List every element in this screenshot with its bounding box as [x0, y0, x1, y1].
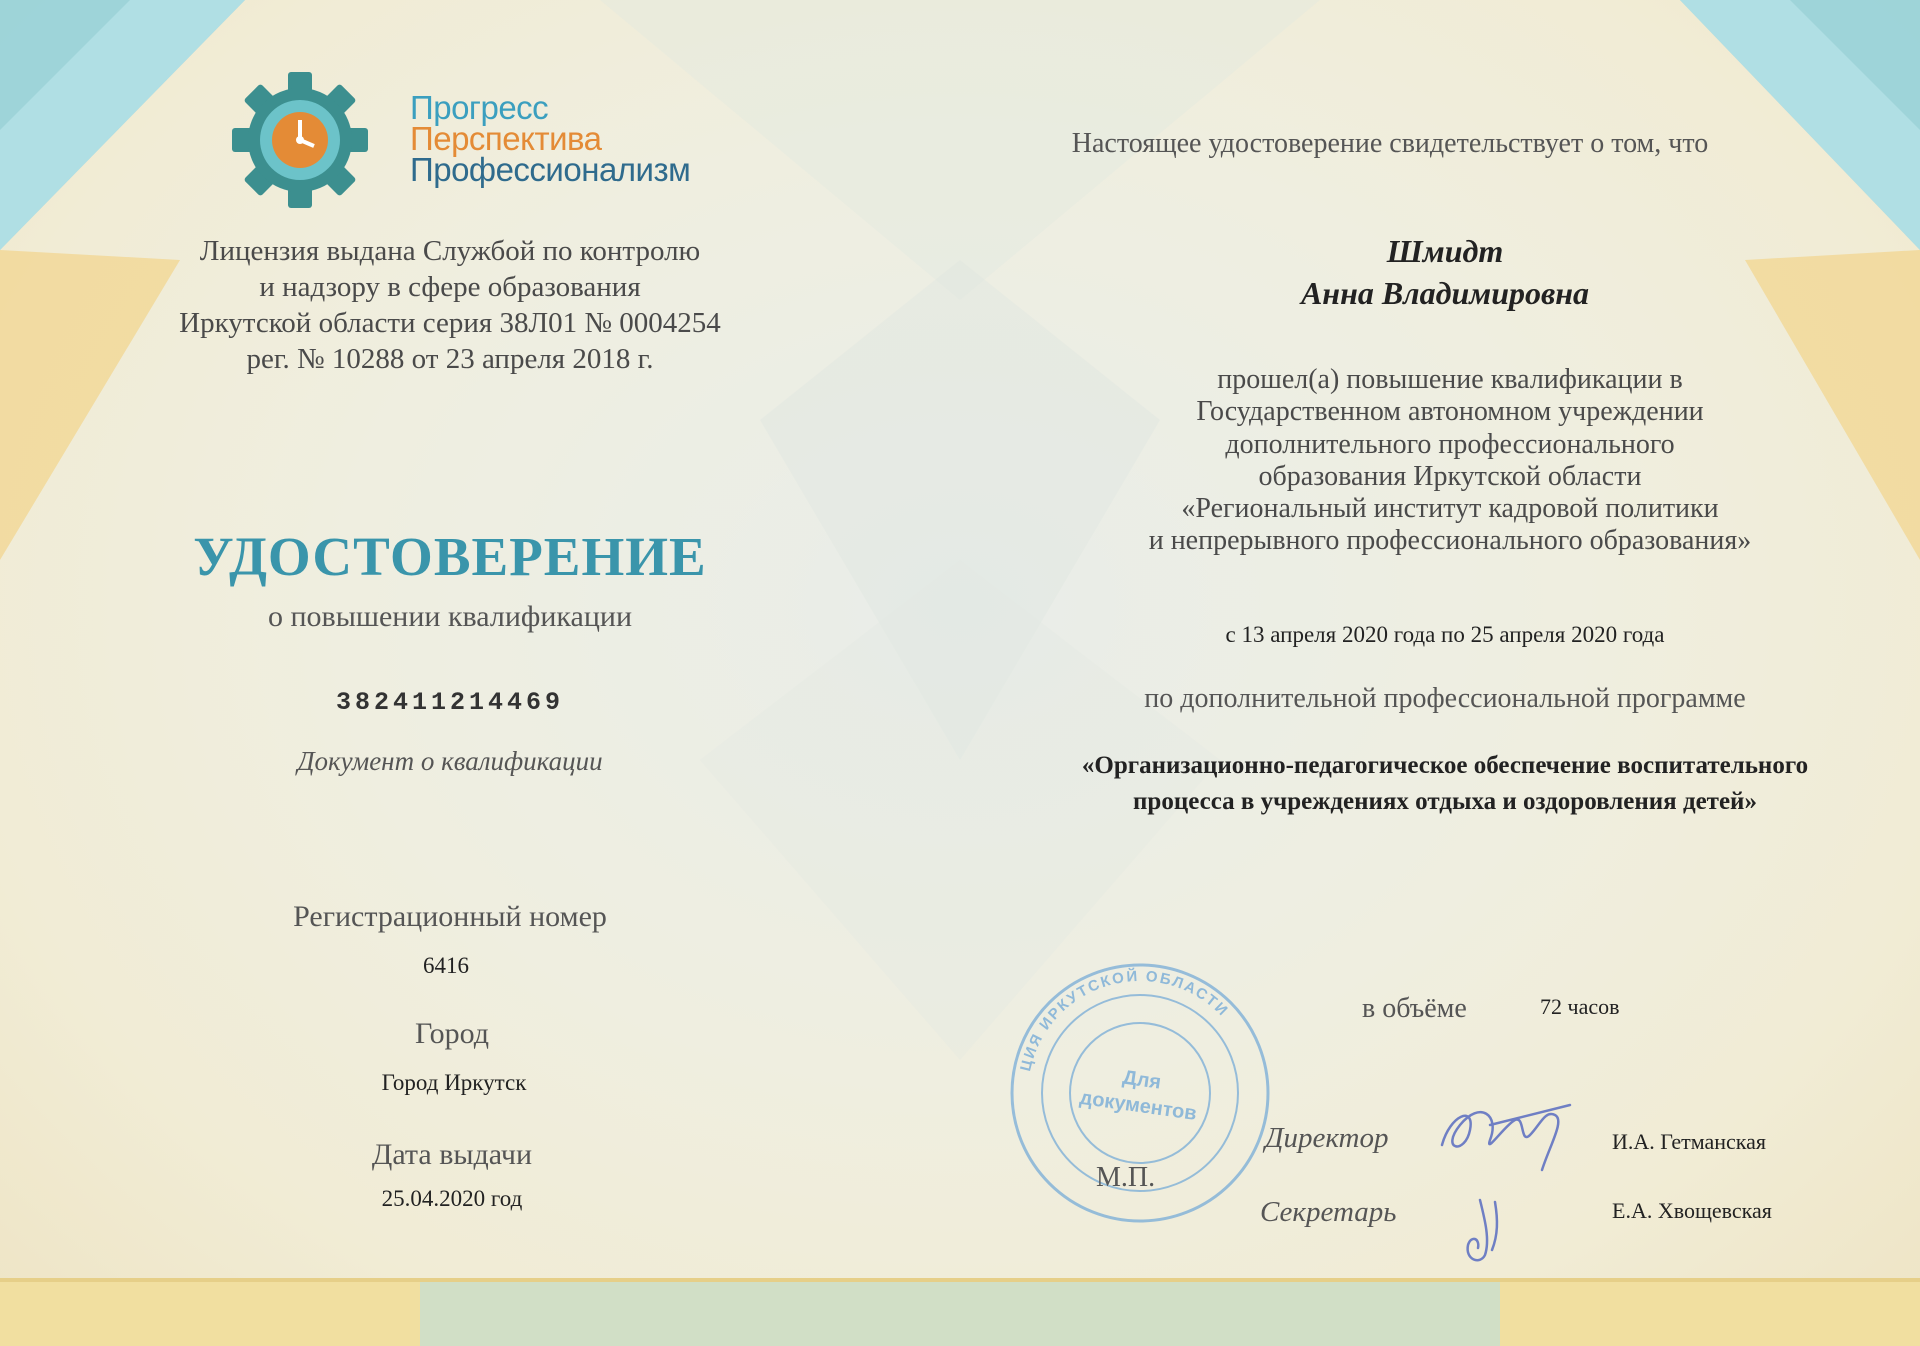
program-label: по дополнительной профессиональной программе — [1144, 683, 1746, 714]
document-type: Документ о квалификации — [297, 746, 603, 776]
stamp-outer-text: ЦИЯ ИРКУТСКОЙ ОБЛАСТИ — [1017, 967, 1232, 1073]
institution-line: «Региональный институт кадровой политики — [1181, 493, 1719, 525]
volume-value: 72 часов — [1540, 994, 1620, 1019]
director-role: Директор — [1265, 1122, 1389, 1154]
training-dates: с 13 апреля 2020 года по 25 апреля 2020 года — [1225, 622, 1665, 647]
logo-line-1: Прогресс — [410, 89, 549, 126]
institution-line: образования Иркутской области — [1258, 460, 1642, 492]
secretary-name: Е.А. Хвощевская — [1612, 1198, 1772, 1223]
stamp-inner-line-2: документов — [1078, 1086, 1199, 1125]
city-label: Город — [414, 1017, 490, 1050]
city-value: Город Иркутск — [381, 1070, 527, 1095]
director-name: И.А. Гетманская — [1612, 1129, 1767, 1154]
registration-value: 6416 — [423, 953, 469, 978]
program-line: «Организационно-педагогическое обеспечение воспитательного — [1081, 752, 1809, 779]
logo-line-3: Профессионализм — [410, 151, 691, 188]
intro-text: Настоящее удостоверение свидетельствует о том, что — [1071, 128, 1709, 159]
secretary-role: Секретарь — [1260, 1196, 1397, 1228]
recipient-name — [1045, 230, 1845, 314]
recipient-surname: Шмидт — [1386, 233, 1504, 269]
license-line: Лицензия выдана Службой по контролю — [199, 235, 701, 267]
institution-line: и непрерывного профессионального образования» — [1148, 525, 1752, 557]
gear-clock-logo-icon — [230, 70, 370, 210]
license-line: рег. № 10288 от 23 апреля 2018 г. — [246, 343, 654, 375]
issue-date-value: 25.04.2020 год — [381, 1186, 523, 1211]
license-line: Иркутской области серия 38Л01 № 0004254 — [179, 307, 721, 339]
logo-line-2: Перспектива — [410, 120, 602, 157]
certificate-title: УДОСТОВЕРЕНИЕ — [193, 526, 707, 587]
institution-text — [980, 364, 1920, 558]
program-title — [955, 748, 1920, 820]
secretary-signature-icon — [1440, 1190, 1520, 1270]
volume-label: в объёме — [1362, 993, 1467, 1024]
registration-label: Регистрационный номер — [293, 900, 607, 933]
director-signature-icon — [1430, 1085, 1580, 1180]
institution-line: Государственном автономном учреждении — [1196, 396, 1704, 428]
logo-wordmark — [410, 89, 710, 188]
certificate-subtitle: о повышении квалификации — [268, 600, 632, 633]
certificate-number: 382411214469 — [335, 688, 565, 717]
institution-line: прошел(а) повышение квалификации в — [1217, 364, 1683, 395]
license-text — [120, 233, 780, 377]
institution-line: дополнительного профессионального — [1225, 428, 1675, 460]
program-line: процесса в учреждениях отдыха и оздоровления детей» — [1133, 788, 1757, 815]
stamp-inner-line-1: Для — [1121, 1066, 1163, 1094]
recipient-given-names: Анна Владимировна — [1300, 275, 1590, 311]
issue-date-label: Дата выдачи — [371, 1138, 533, 1171]
license-line: и надзору в сфере образования — [259, 271, 641, 303]
mp-label: М.П. — [1096, 1162, 1156, 1193]
